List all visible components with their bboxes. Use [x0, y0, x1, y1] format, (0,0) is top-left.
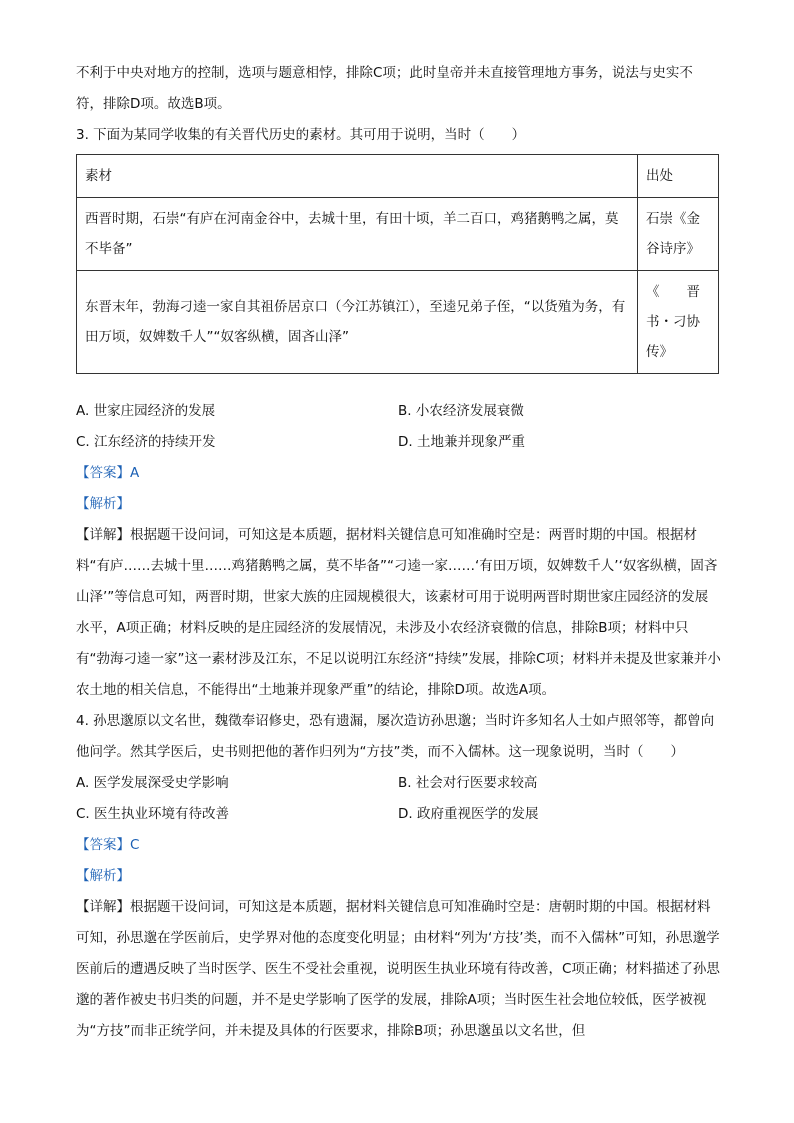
- q4-option-a: A. 医学发展深受史学影响: [76, 775, 229, 791]
- q3-option-b: B. 小农经济发展衰微: [398, 403, 524, 419]
- q4-answer: 【答案】C: [76, 837, 140, 853]
- row-1-material: 西晋时期，石崇“有庐在河南金谷中，去城十里，有田十顷，羊二百口，鸡猪鹅鸭之属，莫不毕备”: [77, 198, 638, 271]
- row-1-source: 石崇《金谷诗序》: [638, 198, 719, 271]
- document-page: [76, 58, 721, 1047]
- row-2-material: 东晋末年，勃海刁逵一家自其祖侨居京口（今江苏镇江），至逵兄弟子侄，“以货殖为务，有田万顷，奴婢数千人”“奴客纵横，固吝山泽”: [77, 271, 638, 374]
- table-row: [77, 198, 719, 271]
- q3-analysis-label: 【解析】: [76, 496, 130, 512]
- q4-analysis-label: 【解析】: [76, 868, 130, 884]
- q4-option-b: B. 社会对行医要求较高: [398, 775, 538, 791]
- question-3-stem: 3. 下面为某同学收集的有关晋代历史的素材。其可用于说明，当时（ ）: [76, 127, 526, 143]
- q4-option-d: D. 政府重视医学的发展: [398, 806, 539, 822]
- question-4-options: [76, 768, 721, 830]
- question-3-options: [76, 396, 721, 458]
- q4-option-c: C. 医生执业环境有待改善: [76, 806, 230, 822]
- continuation-line-2: 符，排除D项。故选B项。: [76, 96, 231, 112]
- table-header-row: [77, 155, 719, 198]
- q3-option-c: C. 江东经济的持续开发: [76, 434, 216, 450]
- q4-detail: 【详解】根据题干设问词，可知这是本质题，据材料关键信息可知准确时空是：唐朝时期的中国。根据材料可知，孙思邈在学医前后，史学界对他的态度变化明显；由材料“列为‘方技’类，而不入儒林”可知，孙思邈学医前后的遭遇反映了当时医学、医生不受社会重视，说明医生执业环境有待改善，C项正确；材料描述了孙思邈的著作被史书归类的问题，并不是史学影响了医学的发展，排除A项；当时医生社会地位较低，医学被视为“方技”而非正统学问，并未提及具体的行医要求，排除B项；孙思邈虽以文名世，但: [76, 899, 720, 1039]
- header-material: 素材: [77, 155, 638, 198]
- header-source: 出处: [638, 155, 719, 198]
- q3-answer: 【答案】A: [76, 465, 140, 481]
- q3-option-a: A. 世家庄园经济的发展: [76, 403, 216, 419]
- continuation-line-1: 不利于中央对地方的控制，选项与题意相悖，排除C项；此时皇帝并未直接管理地方事务，说法与史实不: [76, 65, 693, 81]
- question-4-stem: 4. 孙思邈原以文名世，魏徵奉诏修史，恐有遗漏，屡次造访孙思邈；当时许多知名人士如卢照邻等，都曾向他问学。然其学医后，史书则把他的著作归列为“方技”类，而不入儒林。这一现象说明，当时（ ）: [76, 713, 715, 760]
- row-2-source: 《 晋书・刁协传》: [638, 271, 719, 374]
- q3-option-d: D. 土地兼并现象严重: [398, 434, 525, 450]
- table-row: [77, 271, 719, 374]
- material-table: [76, 154, 719, 374]
- q3-detail: 【详解】根据题干设问词，可知这是本质题，据材料关键信息可知准确时空是：两晋时期的中国。根据材料“有庐……去城十里……鸡猪鹅鸭之属，莫不毕备”“刁逵一家……‘有田万顷，奴婢数千人’‘奴客纵横，固吝山泽’”等信息可知，两晋时期，世家大族的庄园规模很大，该素材可用于说明两晋时期世家庄园经济的发展水平，A项正确；材料反映的是庄园经济的发展情况，未涉及小农经济衰微的信息，排除B项；材料中只有“勃海刁逵一家”这一素材涉及江东，不足以说明江东经济“持续”发展，排除C项；材料并未提及世家兼并小农土地的相关信息，不能得出“土地兼并现象严重”的结论，排除D项。故选A项。: [76, 527, 721, 698]
